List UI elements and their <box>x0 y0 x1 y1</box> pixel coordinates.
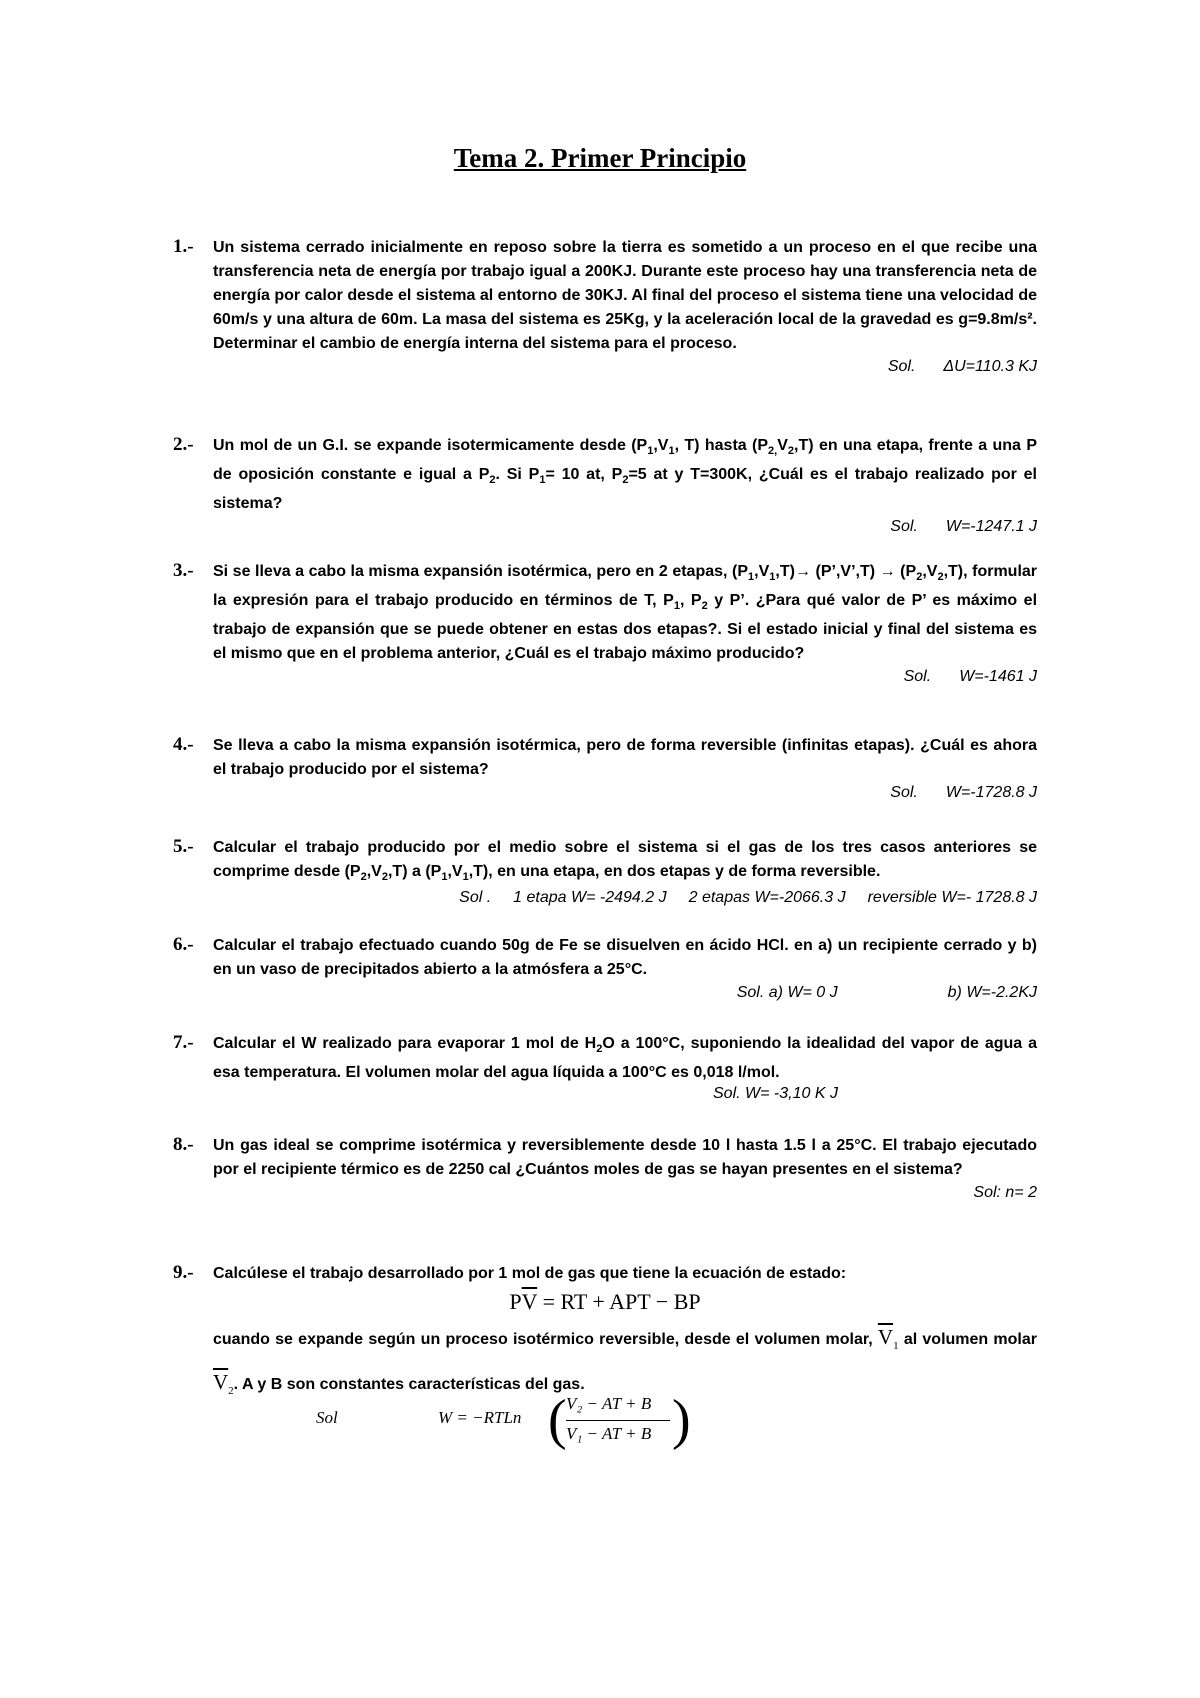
problem-text: Un gas ideal se comprime isotérmica y reversiblemente desde 10 l hasta 1.5 l a 25°C. El trabajo ejecutado por el recipiente térmico es de 2250 cal ¿Cuántos moles de gas se hayan presentes en el sistema? <box>213 1137 1037 1178</box>
problem-number: 2.- <box>173 434 194 455</box>
problem-6 <box>173 934 1037 1002</box>
solution-label: Sol. <box>903 668 932 686</box>
solution-value: W=-1247.1 J <box>945 518 1037 536</box>
problem-text: Si se lleva a cabo la misma expansión isotérmica, pero en 2 etapas, $(P_1,V_1,T)\to$ (P’,V’,T) → $(P_2,V_2,T)$, formular la expresión para el trabajo producido en términos de T, $P_1$, $P_2$ y P’. ¿Para qué valor de P’ es máximo el trabajo de expansión que se puede obtener en estas dos etapas?. Si el estado inicial y final del sistema es el mismo que en el problema anterior, ¿Cuál es el trabajo máximo producido? <box>213 563 1038 663</box>
problem-4 <box>173 734 1037 802</box>
solution-two-stages: 2 etapas W=-2066.3 J <box>688 889 846 907</box>
problem-intro: Calcúlese el trabajo desarrollado por 1 mol de gas que tiene la ecuación de estado: <box>213 1265 847 1282</box>
solution-value: ΔU=110.3 KJ <box>943 358 1037 375</box>
problem-number: 5.- <box>173 836 194 857</box>
problem-7 <box>173 1032 1037 1103</box>
solution-value: W=-1728.8 J <box>945 784 1037 801</box>
solution <box>173 518 1037 536</box>
solution-lhs: W = −RTLn <box>438 1408 522 1427</box>
solution <box>173 784 1037 802</box>
right-paren: ) <box>672 1389 691 1451</box>
page-title: Tema 2. Primer Principio <box>453 143 747 173</box>
problem-3 <box>173 560 1037 686</box>
solution <box>173 668 1037 686</box>
solution-label: Sol. <box>890 518 918 536</box>
solution-label: Sol. <box>890 784 918 801</box>
problem-number: 7.- <box>173 1032 194 1053</box>
problem-2 <box>173 434 1037 536</box>
solution-a: Sol. a) W= 0 J <box>736 984 838 1001</box>
problem-1 <box>173 236 1037 376</box>
fraction-denominator: V₁ − AT + B <box>566 1424 652 1443</box>
solution <box>173 358 1037 376</box>
fraction-numerator: V₂ − AT + B <box>566 1394 652 1413</box>
solution <box>713 1085 1037 1103</box>
solution-value: W=-1461 J <box>959 668 1037 686</box>
problem-text: Un sistema cerrado inicialmente en reposo sobre la tierra es sometido a un proceso en el que recibe una transferencia neta de energía por trabajo igual a 200KJ. Durante este proceso hay una transferencia neta de energía por calor desde el sistema al entorno de 30KJ. Al final del proceso el sistema tiene una velocidad de 60m/s y una altura de 60m. La masa del sistema es 25Kg, y la aceleración local de la gravedad es g=9.8m/s². Determinar el cambio de energía interna del sistema para el proceso. <box>213 239 1037 352</box>
solution <box>173 1184 1037 1202</box>
solution-value: Sol. W= -3,10 K J <box>713 1085 838 1103</box>
problem-number: 6.- <box>173 934 194 955</box>
fraction-bar <box>566 1420 670 1421</box>
state-equation: $P\overline{V}$ = RT + APT − BP <box>509 1289 701 1314</box>
solution-value: Sol: n= 2 <box>973 1184 1037 1201</box>
problem-number: 3.- <box>173 560 194 581</box>
left-paren: ( <box>548 1389 567 1451</box>
problem-text: Se lleva a cabo la misma expansión isotérmica, pero de forma reversible (infinitas etapas). ¿Cuál es ahora el trabajo producido por el sistema? <box>213 737 1037 778</box>
problem-text: Calcular el W realizado para evaporar 1 mol de $H_2O$ a 100°C, suponiendo la idealidad del vapor de agua a esa temperatura. El volumen molar del agua líquida a 100°C es 0,018 l/mol. <box>213 1035 1037 1082</box>
solution-label: Sol . <box>459 889 492 907</box>
problem-5 <box>173 836 1037 907</box>
solution-one-stage: 1 etapa W= -2494.2 J <box>513 889 667 907</box>
solution <box>173 984 1037 1002</box>
problem-text: Calcular el trabajo producido por el medio sobre el sistema si el gas de los tres casos anteriores se comprime desde $(P_2,V_2,T)$ a $(P_1,V_1,T)$, en una etapa, en dos etapas y de forma reversible. <box>213 839 1037 884</box>
problem-9-solution <box>316 1386 816 1456</box>
problem-number: 4.- <box>173 734 194 755</box>
problem-8 <box>173 1134 1037 1202</box>
problem-number: 1.- <box>173 236 194 257</box>
problem-text: Un mol de un G.I. se expande isotermicamente desde ($P_1,V_1$, T) hasta $(P_{2,}V_2,T)$ en una etapa, frente a una P de oposición constante e igual a $P_2$. Si $P_1= 10$ at, $P_2=5$ at y T=300K, ¿Cuál es el trabajo realizado por el sistema? <box>213 437 1037 513</box>
solution <box>173 889 1037 907</box>
problem-text: Calcular el trabajo efectuado cuando 50g de Fe se disuelven en ácido HCl. en a) un recipiente cerrado y b) en un vaso de precipitados abierto a la atmósfera a 25°C. <box>213 937 1037 978</box>
problem-number: 9.- <box>173 1262 194 1283</box>
solution-label: Sol. <box>887 358 916 375</box>
problem-text: cuando se expande según un proceso isotérmico reversible, desde el volumen molar, $\overline{V}_1$ al volumen molar $\overline{V}_2$. A y B son constantes características del gas. <box>213 1325 1037 1398</box>
solution-b: b) W=-2.2KJ <box>947 984 1037 1001</box>
solution-label: Sol <box>316 1408 338 1427</box>
solution-reversible: reversible W=- 1728.8 J <box>867 889 1037 907</box>
problem-number: 8.- <box>173 1134 194 1155</box>
